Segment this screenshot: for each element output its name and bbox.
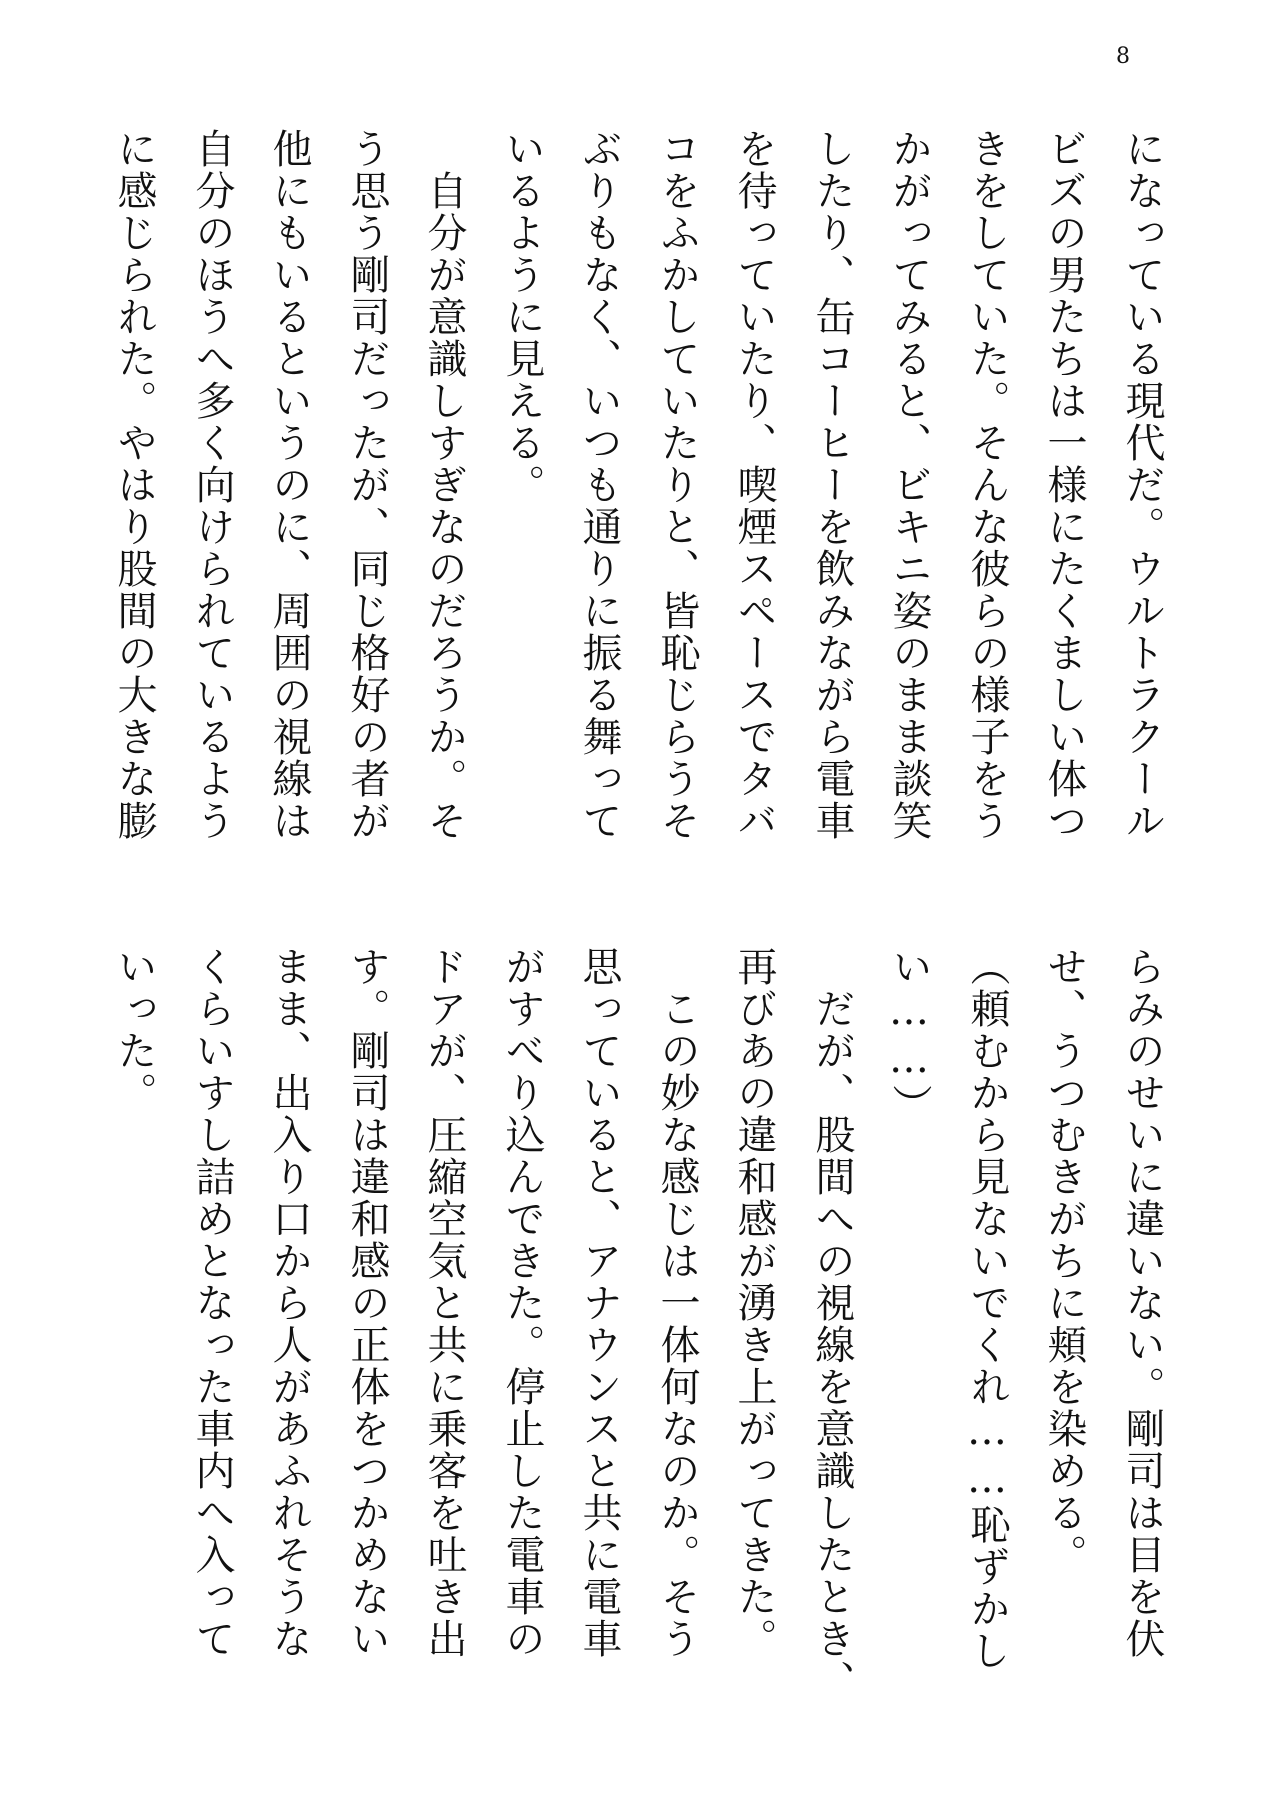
text-column: かがってみると、ビキニ姿のまま談笑 xyxy=(886,128,932,842)
text-column: コをふかしていたりと、皆恥じらうそ xyxy=(654,128,700,842)
text-column: になっている現代だ。ウルトラクール xyxy=(1119,128,1165,842)
text-column: を待っていたり、喫煙スペースでタバ xyxy=(731,128,777,842)
text-column: （頼むから見ないでくれ……恥ずかし xyxy=(964,946,1010,1672)
text-column: せ、うつむきがちに頬を染める。 xyxy=(1041,946,1087,1576)
text-column: 自分が意識しすぎなのだろうか。そ xyxy=(421,128,467,842)
text-column: ドアが、圧縮空気と共に乗客を吐き出 xyxy=(421,946,467,1660)
text-column: まま、出入り口から人があふれそうな xyxy=(266,946,312,1660)
text-column: 他にもいるというのに、周囲の視線は xyxy=(266,128,312,842)
text-column: 自分のほうへ多く向けられているよう xyxy=(189,128,235,842)
text-column: いった。 xyxy=(111,946,157,1114)
text-column: 思っていると、アナウンスと共に電車 xyxy=(576,946,622,1660)
text-column: す。剛司は違和感の正体をつかめない xyxy=(344,946,390,1660)
text-column: ビズの男たちは一様にたくましい体つ xyxy=(1041,128,1087,842)
text-column: くらいすし詰めとなった車内へ入って xyxy=(189,946,235,1660)
text-column: この妙な感じは一体何なのか。そう xyxy=(654,946,700,1660)
text-column: 再びあの違和感が湧き上がってきた。 xyxy=(731,946,777,1660)
text-column: いるように見える。 xyxy=(499,128,545,506)
text-column: だが、股間への視線を意識したとき、 xyxy=(809,946,855,1702)
text-column: きをしていた。そんな彼らの様子をう xyxy=(964,128,1010,842)
text-column: い……） xyxy=(886,946,932,1126)
page-number: 8 xyxy=(1116,44,1130,69)
text-column: う思う剛司だったが、同じ格好の者が xyxy=(344,128,390,842)
text-column: に感じられた。やはり股間の大きな膨 xyxy=(111,128,157,842)
text-column: がすべり込んできた。停止した電車の xyxy=(499,946,545,1660)
lower-text-block xyxy=(0,946,1280,1726)
text-column: ぶりもなく、いつも通りに振る舞って xyxy=(576,128,622,842)
text-column: らみのせいに違いない。剛司は目を伏 xyxy=(1119,946,1165,1660)
upper-text-block xyxy=(0,128,1280,908)
text-column: したり、缶コーヒーを飲みながら電車 xyxy=(809,128,855,842)
